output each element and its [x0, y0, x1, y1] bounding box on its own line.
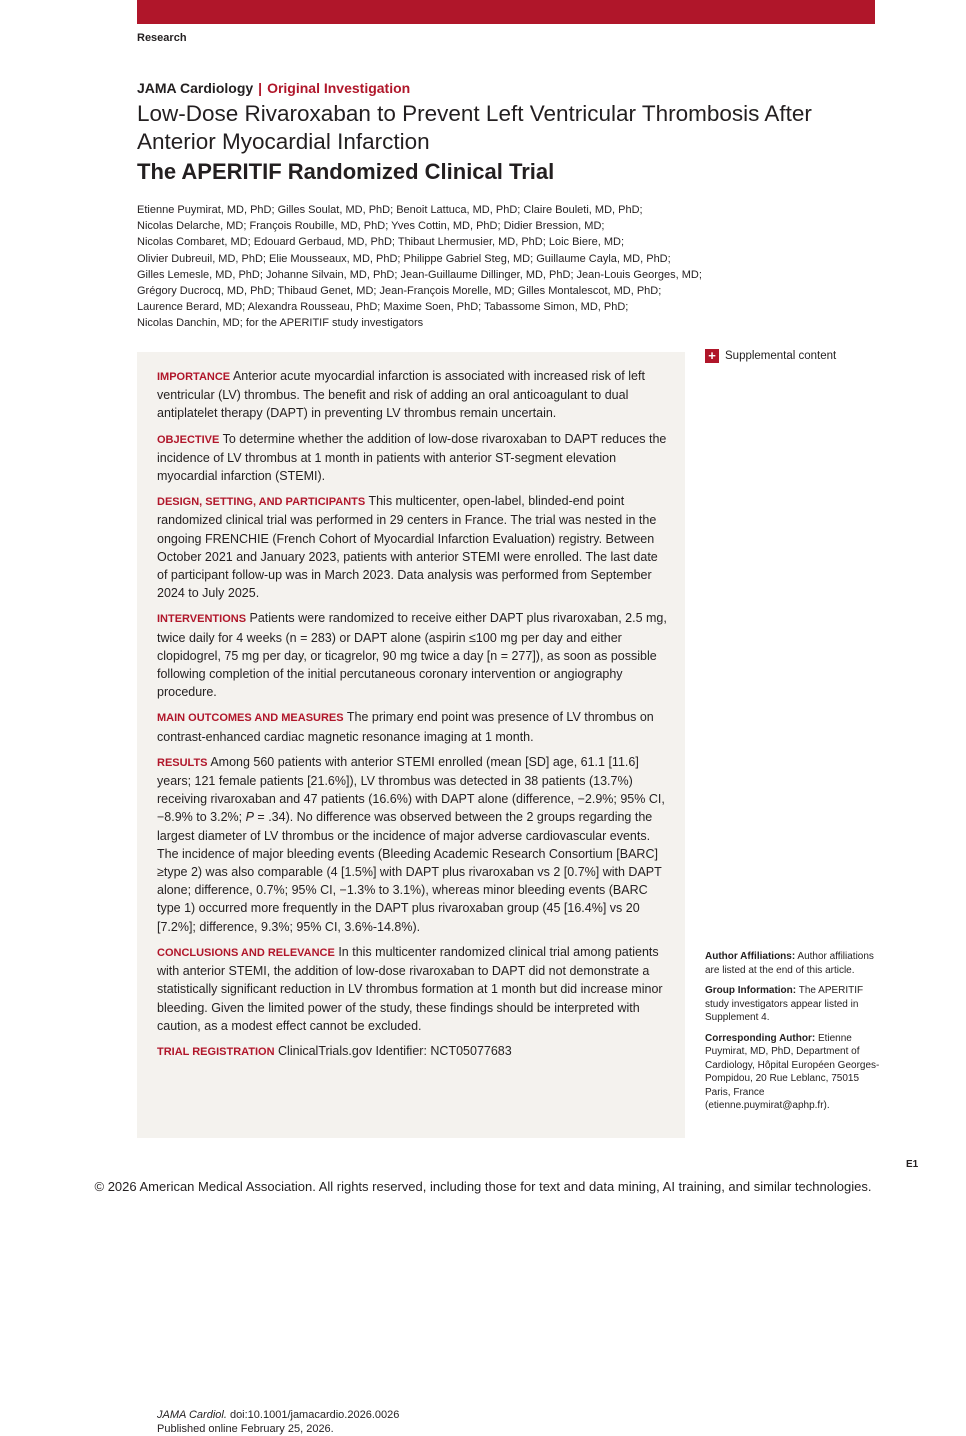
abstract-design	[157, 492, 669, 602]
journal-line	[137, 80, 410, 96]
journal-abbrev: JAMA Cardiol.	[157, 1409, 227, 1421]
section-heading: MAIN OUTCOMES AND MEASURES	[157, 712, 344, 725]
supplemental-label: Supplemental content	[725, 350, 837, 362]
author-line: Gilles Lemesle, MD, PhD; Johanne Silvain, MD, PhD; Jean-Guillaume Dillinger, MD, PhD; Jean-Louis Georges, MD;	[137, 268, 702, 281]
abstract-importance	[157, 367, 669, 423]
sidebar-notes	[705, 950, 880, 1120]
author-line: Laurence Berard, MD; Alexandra Rousseau, PhD; Maxime Soen, PhD; Tabassome Simon, MD, PhD;	[137, 301, 629, 314]
section-heading: TRIAL REGISTRATION	[157, 1045, 275, 1058]
copyright-notice: © 2026 American Medical Association. All rights reserved, including those for text and data mining, AI training, and similar technologies.	[94, 1179, 872, 1194]
journal-name: JAMA Cardiology	[137, 80, 254, 96]
author-line: Grégory Ducrocq, MD, PhD; Thibaud Genet, MD; Jean-François Morelle, MD; Gilles Montalescot, MD, PhD;	[137, 285, 662, 298]
top-color-bar	[137, 0, 875, 24]
section-heading: DESIGN, SETTING, AND PARTICIPANTS	[157, 496, 366, 509]
author-line: Nicolas Delarche, MD; François Roubille, MD, PhD; Yves Cottin, MD, PhD; Didier Bression, MD;	[137, 220, 605, 233]
supplemental-content-link[interactable]	[705, 349, 836, 363]
author-line: Olivier Dubreuil, MD, PhD; Elie Mousseaux, MD, PhD; Philippe Gabriel Steg, MD; Guillaume Cayla, MD, PhD;	[137, 252, 671, 265]
section-heading: CONCLUSIONS AND RELEVANCE	[157, 946, 335, 959]
p-value-label: P	[245, 810, 254, 825]
section-text: Among 560 patients with anterior STEMI enrolled (mean [SD] age, 61.1 [11.6] years; 121 female patients [21.6%]), LV thrombus was detected in 38 patients (13.7%) receiving rivaroxaban and 47 patients (16.6%) with DAPT alone (difference, −2.9%; 95% CI, −8.9% to 3.2%;	[157, 754, 665, 825]
corresponding-author	[705, 1032, 880, 1113]
abstract-interventions	[157, 609, 669, 701]
section-text: = .34). No difference was observed between the 2 groups regarding the largest diameter of LV thrombus or the incidence of major adverse cardiovascular events. The incidence of major bleeding events (Bleeding Academic Research Consortium [BARC] ≥type 2) was also comparable (4 [1.5%] with DAPT plus rivaroxaban vs 2 [0.7%] with DAPT alone; difference, 0.7%; 95% CI, −1.3% to 3.1%), whereas minor bleeding events (BARC type 1) occurred more frequently in the DAPT plus rivaroxaban group (45 [16.4%] vs 20 [7.2%]; difference, 9.3%; 95% CI, 3.6%-14.8%).	[157, 810, 662, 934]
section-text: Anterior acute myocardial infarction is associated with increased risk of left ventricular (LV) thrombus. The benefit and risk of adding an oral anticoagulant to dual antiplatelet therapy (DAPT) in preventing LV thrombus remain uncertain.	[157, 369, 645, 421]
trial-registration-link[interactable]: ClinicalTrials.gov Identifier: NCT05077683	[278, 1043, 512, 1058]
article-title: Low-Dose Rivaroxaban to Prevent Left Ventricular Thrombosis After Anterior Myocardial Infarction	[137, 101, 812, 154]
section-label: Research	[137, 32, 187, 44]
section-text: To determine whether the addition of low-dose rivaroxaban to DAPT reduces the incidence of LV thrombus at 1 month in patients with anterior ST-segment elevation myocardial infarction (STEMI).	[157, 431, 667, 484]
section-heading: INTERVENTIONS	[157, 613, 247, 626]
page-number: E1	[906, 1159, 919, 1170]
group-information	[705, 984, 880, 1025]
author-list	[137, 202, 737, 332]
abstract-conclusions	[157, 943, 669, 1035]
note-heading: Group Information:	[705, 985, 797, 996]
abstract-body	[157, 367, 669, 1068]
section-text: This multicenter, open-label, blinded-end point randomized clinical trial was performed in 29 centers in France. The trial was nested in the ongoing FRENCHIE (French Cohort of Myocardial Infarction Evaluation) registry. Between October 2021 and January 2023, patients with anterior STEMI were enrolled. The last date of participant follow-up was in March 2023. Data analysis was performed from September 2024 to July 2025.	[157, 494, 658, 601]
citation-doi-line	[157, 1408, 399, 1422]
article-type: Original Investigation	[267, 80, 411, 96]
section-heading: OBJECTIVE	[157, 433, 220, 446]
note-heading: Author Affiliations:	[705, 951, 796, 962]
article-subtitle: The APERITIF Randomized Clinical Trial	[137, 159, 555, 184]
section-text: In this multicenter randomized clinical trial among patients with anterior STEMI, the addition of low-dose rivaroxaban to DAPT did not demonstrate a statistically significant reduction in LV thrombus formation at 1 month but did increase minor bleeding. Given the limited power of the study, these findings should be interpreted with caution, as a modest effect cannot be excluded.	[157, 944, 663, 1033]
author-line: Nicolas Combaret, MD; Edouard Gerbaud, MD, PhD; Thibaut Lhermusier, MD, PhD; Loic Biere, MD;	[137, 236, 625, 249]
doi-link[interactable]: doi:10.1001/jamacardio.2026.0026	[226, 1409, 400, 1421]
abstract-objective	[157, 430, 669, 486]
section-text: The primary end point was presence of LV thrombus on contrast-enhanced cardiac magnetic resonance imaging at 1 month.	[157, 710, 654, 744]
abstract-outcomes	[157, 708, 669, 745]
plus-icon: +	[705, 349, 719, 363]
section-heading: IMPORTANCE	[157, 371, 231, 383]
section-text: Patients were randomized to receive either DAPT plus rivaroxaban, 2.5 mg, twice daily for 4 weeks (n = 283) or DAPT alone (aspirin ≤100 mg per day and either clopidogrel, 75 mg per day, or ticagrelor, 90 mg twice a day [n = 277]), as soon as possible following completion of the initial percutaneous coronary intervention or angiography procedure.	[157, 611, 667, 700]
author-affiliations	[705, 950, 880, 977]
abstract-registration	[157, 1042, 669, 1061]
note-text: Etienne Puymirat, MD, PhD, Department of Cardiology, Hôpital Européen Georges-Pompidou, 20 Rue Leblanc, 75015 Paris, France (etienne.puymirat@aphp.fr).	[705, 1032, 880, 1111]
published-date: Published online February 25, 2026.	[157, 1423, 334, 1435]
section-heading: RESULTS	[157, 756, 208, 769]
abstract-results	[157, 753, 669, 936]
note-text: The APERITIF study investigators appear listed in Supplement 4.	[705, 985, 864, 1023]
note-text: Author affiliations are listed at the end of this article.	[705, 951, 874, 976]
citation-text	[157, 1408, 399, 1436]
author-line: Etienne Puymirat, MD, PhD; Gilles Soulat, MD, PhD; Benoit Lattuca, MD, PhD; Claire Bouleti, MD, PhD;	[137, 204, 643, 216]
note-heading: Corresponding Author:	[705, 1032, 816, 1044]
author-line: Nicolas Danchin, MD; for the APERITIF study investigators	[137, 317, 424, 330]
journal-separator: |	[258, 80, 263, 96]
